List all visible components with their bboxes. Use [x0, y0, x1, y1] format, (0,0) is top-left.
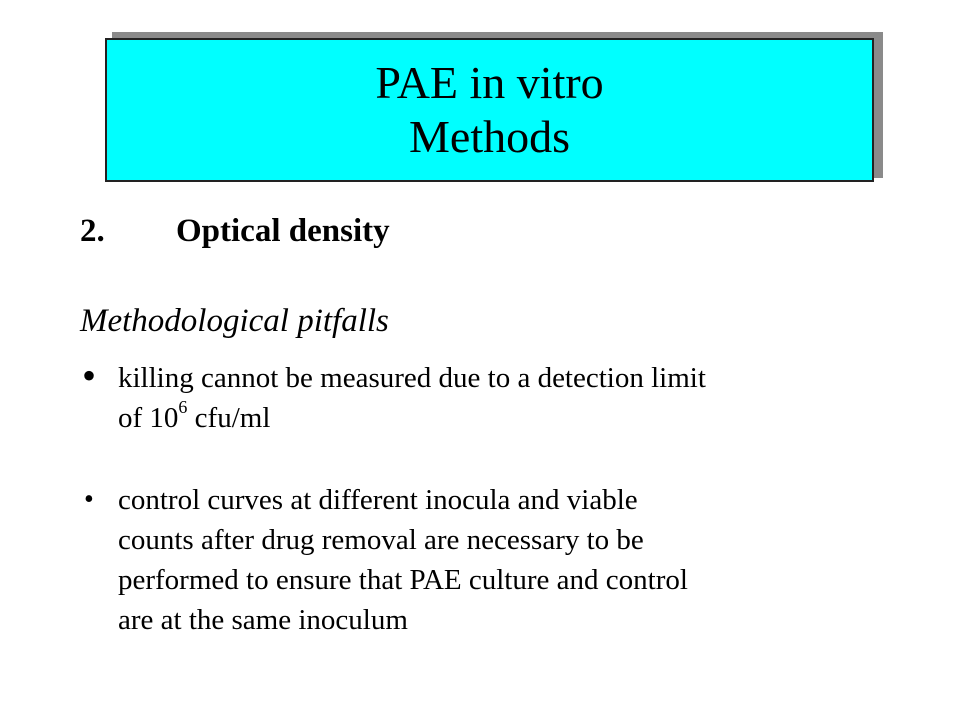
section-number: 2.	[80, 213, 105, 249]
section-heading	[80, 213, 390, 250]
slide-title-line-1: PAE in vitro	[375, 57, 604, 108]
slide-title-line-2: Methods	[409, 111, 570, 162]
subheading: Methodological pitfalls	[80, 303, 389, 339]
bullet-2-line-2: counts after drug removal are necessary to be	[118, 524, 644, 556]
bullet-1-exponent: 6	[178, 397, 188, 418]
bullet-1-line-2	[118, 398, 928, 438]
bullet-1-line-1: killing cannot be measured due to a detection limit	[118, 362, 706, 394]
bullet-1-line-2-suffix: cfu/ml	[187, 402, 271, 434]
bullet-2-line-4: are at the same inoculum	[118, 604, 408, 636]
bullet-text-2	[118, 480, 928, 640]
bullet-1-line-2-prefix: of 10	[118, 402, 179, 434]
bullet-text-1	[118, 358, 928, 438]
title-box	[105, 38, 874, 182]
bullet-marker-icon: •	[82, 353, 97, 398]
bullet-2-line-3: performed to ensure that PAE culture and control	[118, 564, 688, 596]
bullet-marker-icon: •	[84, 484, 94, 515]
bullet-2-line-1: control curves at different inocula and viable	[118, 484, 638, 516]
section-heading-text: Optical density	[176, 213, 390, 249]
